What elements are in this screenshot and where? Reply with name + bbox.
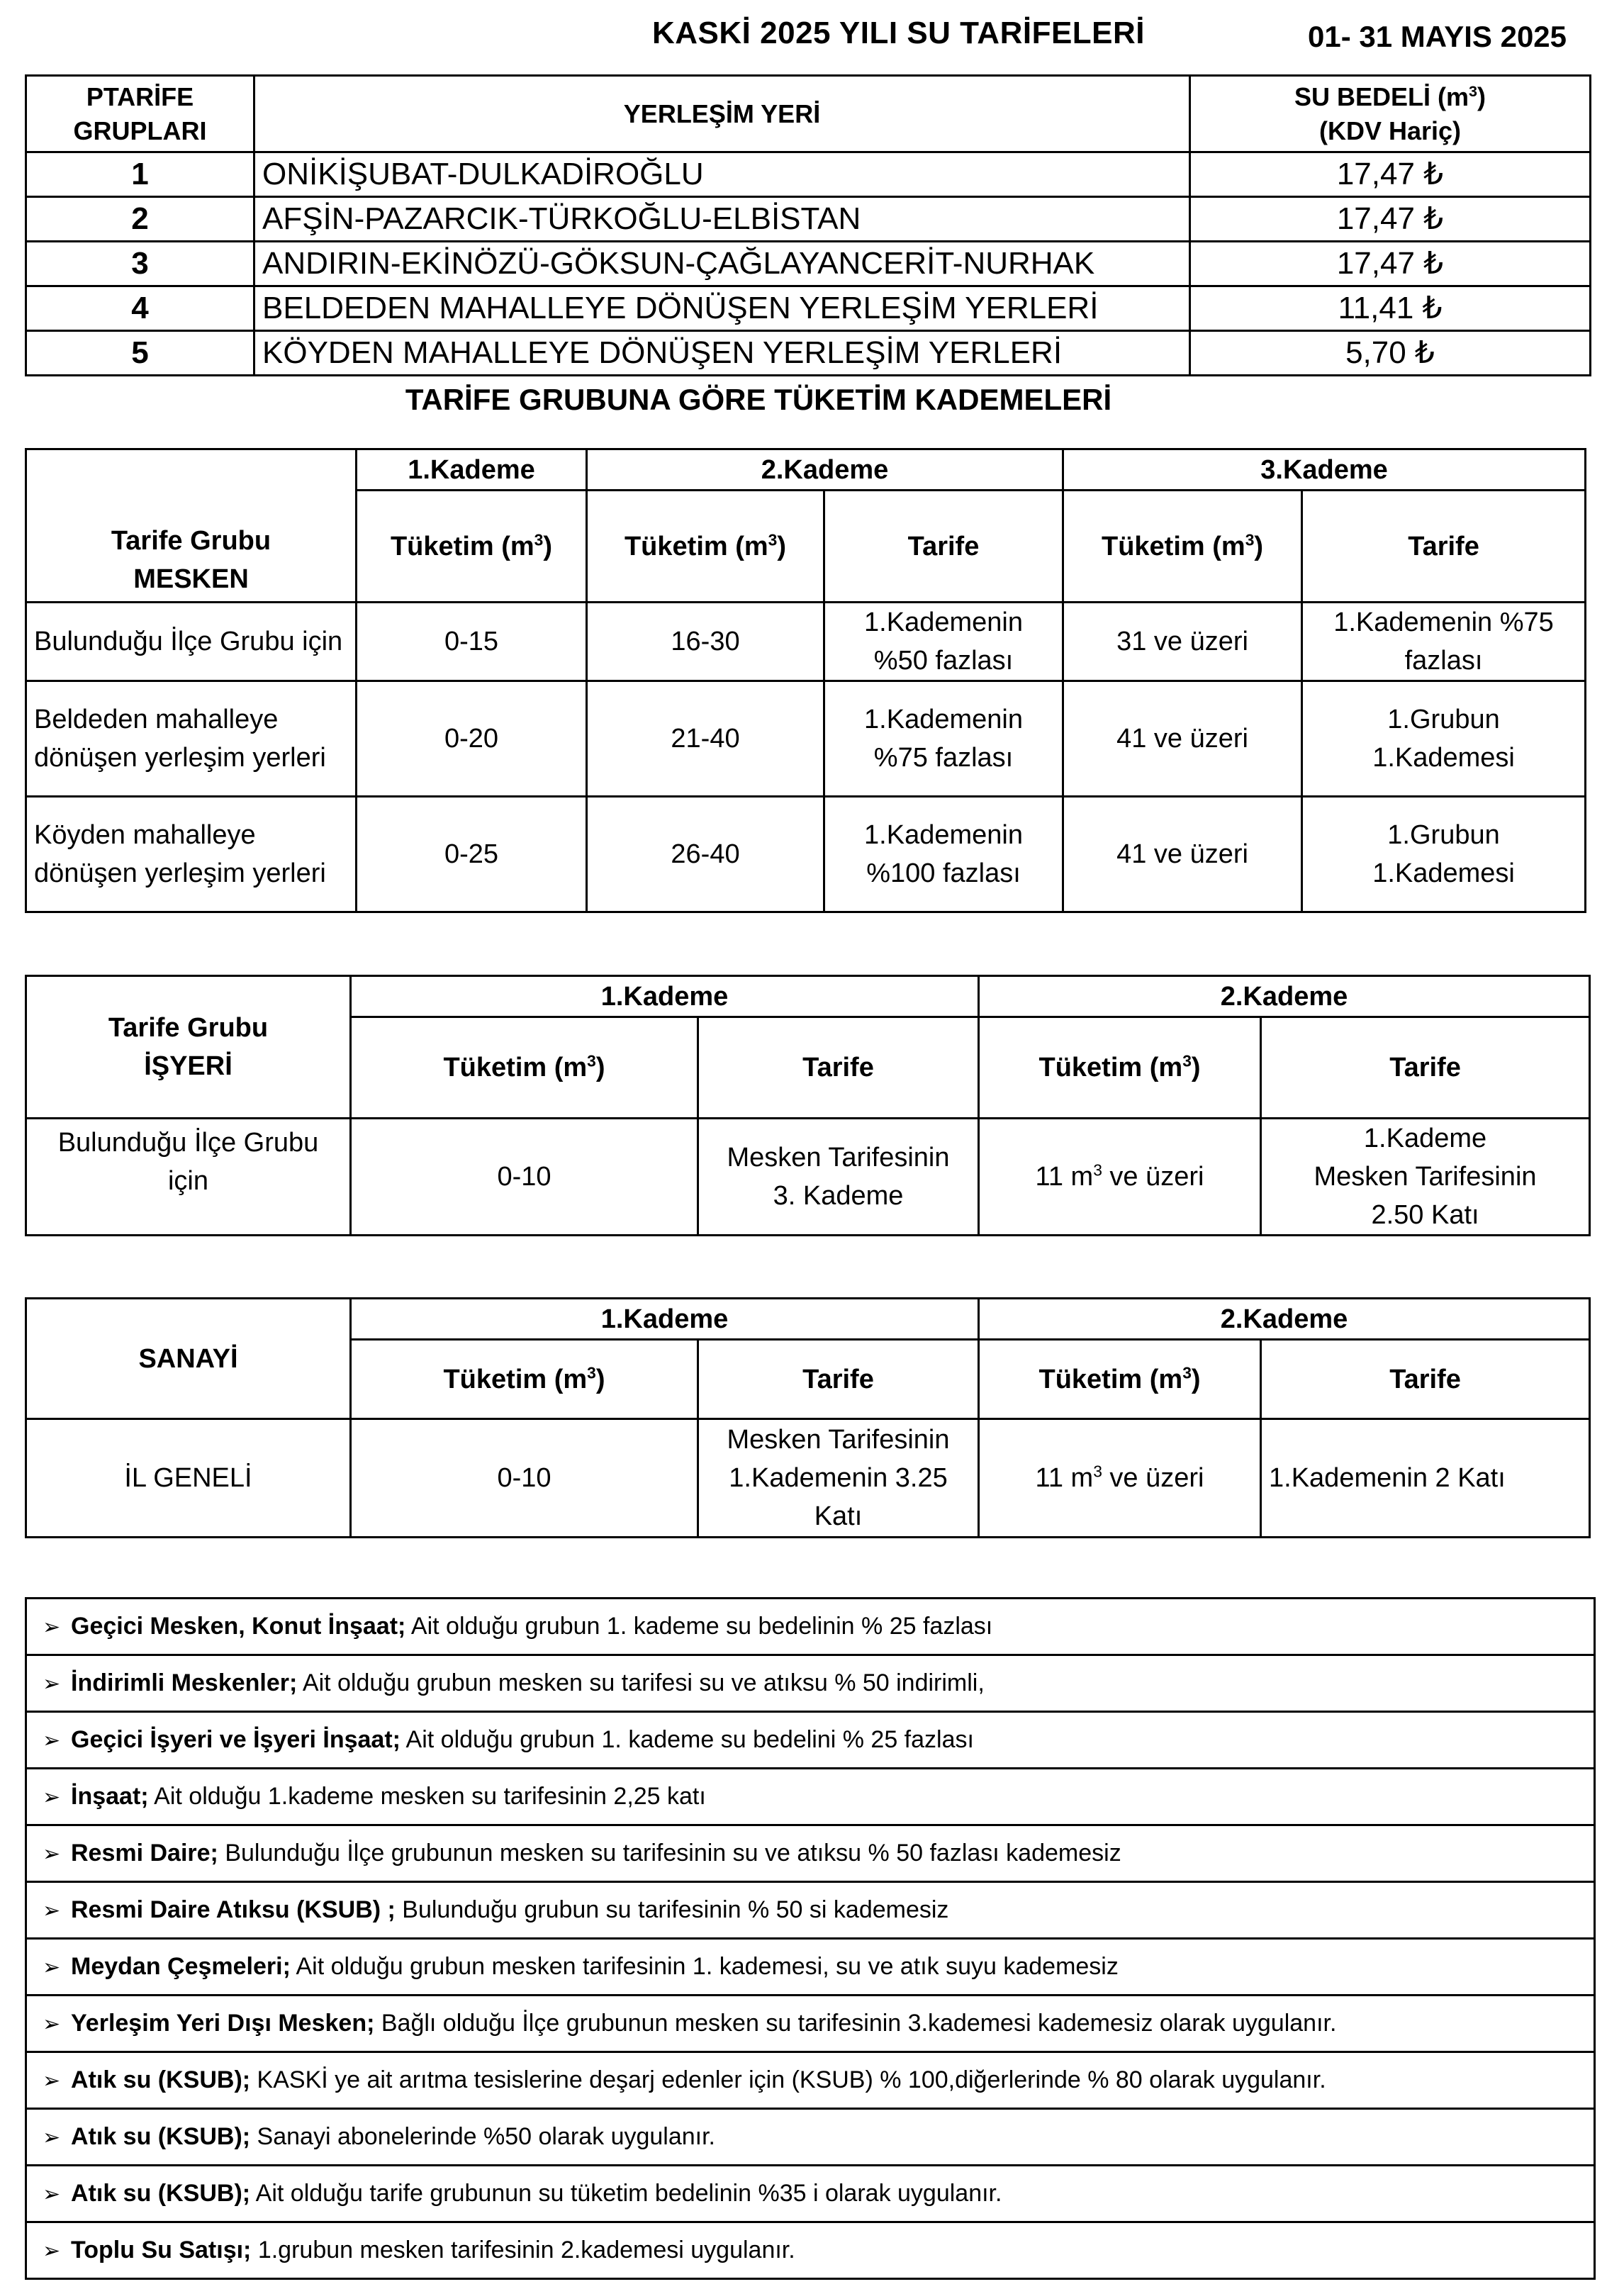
tariff-groups-header: PTARİFE GRUPLARI — [26, 76, 254, 152]
bullet-arrow-icon: ➢ — [43, 1728, 61, 1752]
list-item: ➢ Resmi Daire Atıksu (KSUB) ; Bulunduğu grubun su tarifesinin % 50 si kademesiz — [26, 1882, 1595, 1939]
bullet-arrow-icon: ➢ — [43, 2182, 61, 2206]
table-row: 4 BELDEDEN MAHALLEYE DÖNÜŞEN YERLEŞİM YERLERİ 11,41 ₺ — [26, 286, 1591, 331]
bullet-arrow-icon: ➢ — [43, 1785, 61, 1809]
isyeri-table — [25, 975, 1591, 1236]
bullet-arrow-icon: ➢ — [43, 1672, 61, 1696]
consumption-header: Tüketim $(m^3)$ — [351, 1340, 698, 1419]
table-row: 1 ONİKİŞUBAT-DULKADİROĞLU 17,47 ₺ — [26, 152, 1591, 197]
mesken-table — [25, 448, 1586, 913]
sanayi-table — [25, 1297, 1591, 1538]
consumption-header: Tüketim $(m^3)$ — [357, 491, 587, 603]
tariff-header: Tarife — [824, 491, 1063, 603]
consumption-header: Tüketim $(m^3)$ — [979, 1340, 1261, 1419]
list-item: ➢ Atık su (KSUB); Ait olduğu tarife grubunun su tüketim bedelinin %35 i olarak uygulanır. — [26, 2166, 1595, 2222]
tariff-header: Tarife — [1261, 1017, 1590, 1119]
table-row: İL GENELİ 0-10 Mesken Tarifesinin 1.Kademenin 3.25 Katı 11 $m^3$ ve üzeri 1.Kademenin 2 Katı — [26, 1419, 1590, 1538]
step1-header: 1.Kademe — [351, 976, 979, 1017]
date-range: 01- 31 MAYIS 2025 — [1308, 20, 1567, 53]
step3-header: 3.Kademe — [1063, 449, 1586, 491]
list-item: ➢ Atık su (KSUB); KASKİ ye ait arıtma tesislerine deşarj edenler için (KSUB) % 100,diğerlerinde % 80 olarak uygulanır. — [26, 2052, 1595, 2109]
tariff-groups-table — [25, 74, 1591, 376]
tariff-header: Tarife — [698, 1017, 979, 1119]
bullet-arrow-icon: ➢ — [43, 1842, 61, 1866]
table-row: Köyden mahalleye dönüşen yerleşim yerleri 0-25 26-40 1.Kademenin %100 fazlası 41 ve üzeri 1.Grubun 1.Kademesi — [26, 797, 1586, 912]
list-item: ➢ Geçici İşyeri ve İşyeri İnşaat; Ait olduğu grubun 1. kademe su bedelini % 25 fazlası — [26, 1712, 1595, 1769]
list-item: ➢ Geçici Mesken, Konut İnşaat; Ait olduğu grubun 1. kademe su bedelinin % 25 fazlası — [26, 1599, 1595, 1655]
consumption-header: Tüketim $(m^3)$ — [1063, 491, 1302, 603]
list-item: ➢ Atık su (KSUB); Sanayi abonelerinde %50 olarak uygulanır. — [26, 2109, 1595, 2166]
list-item: ➢ Toplu Su Satışı; 1.grubun mesken tarifesinin 2.kademesi uygulanır. — [26, 2222, 1595, 2279]
step1-header: 1.Kademe — [357, 449, 587, 491]
mesken-group-header: Tarife Grubu MESKEN — [26, 449, 357, 603]
bullet-arrow-icon: ➢ — [43, 2125, 61, 2149]
table-row: Bulunduğu İlçe Grubu için 0-10 Mesken Tarifesinin 3. Kademe 11 $m^3$ ve üzeri 1.Kademe Mesken Tarifesinin 2.50 Katı — [26, 1119, 1590, 1236]
step2-header: 2.Kademe — [979, 976, 1590, 1017]
isyeri-group-header: Tarife Grubu İŞYERİ — [26, 976, 351, 1119]
tariff-header: Tarife — [1302, 491, 1586, 603]
consumption-steps-title: TARİFE GRUBUNA GÖRE TÜKETİM KADEMELERİ — [405, 383, 1112, 416]
table-row: 5 KÖYDEN MAHALLEYE DÖNÜŞEN YERLEŞİM YERLERİ 5,70 ₺ — [26, 331, 1591, 376]
bullet-arrow-icon: ➢ — [43, 2239, 61, 2263]
table-row: Beldeden mahalleye dönüşen yerleşim yerleri 0-20 21-40 1.Kademenin %75 fazlası 41 ve üzeri 1.Grubun 1.Kademesi — [26, 681, 1586, 797]
bullet-arrow-icon: ➢ — [43, 2069, 61, 2093]
table-row: 3 ANDIRIN-EKİNÖZÜ-GÖKSUN-ÇAĞLAYANCERİT-NURHAK 17,47 ₺ — [26, 242, 1591, 286]
bullet-arrow-icon: ➢ — [43, 1955, 61, 1979]
table-row: 2 AFŞİN-PAZARCIK-TÜRKOĞLU-ELBİSTAN 17,47 ₺ — [26, 197, 1591, 242]
sanayi-group-header: SANAYİ — [26, 1299, 351, 1419]
water-price-header: SU BEDELİ $(m^3)$ (KDV Hariç) — [1190, 76, 1591, 152]
bullet-arrow-icon: ➢ — [43, 1615, 61, 1639]
list-item: ➢ Meydan Çeşmeleri; Ait olduğu grubun mesken tarifesinin 1. kademesi, su ve atık suyu kademesiz — [26, 1939, 1595, 1996]
list-item: ➢ İnşaat; Ait olduğu 1.kademe mesken su tarifesinin 2,25 katı — [26, 1769, 1595, 1825]
consumption-header: Tüketim $(m^3)$ — [979, 1017, 1261, 1119]
consumption-header: Tüketim $(m^3)$ — [587, 491, 824, 603]
settlement-header: YERLEŞİM YERİ — [254, 76, 1190, 152]
tariff-header: Tarife — [1261, 1340, 1590, 1419]
bullet-arrow-icon: ➢ — [43, 2012, 61, 2036]
step2-header: 2.Kademe — [979, 1299, 1590, 1340]
consumption-header: Tüketim $(m^3)$ — [351, 1017, 698, 1119]
list-item: ➢ İndirimli Meskenler; Ait olduğu grubun mesken su tarifesi su ve atıksu % 50 indirimli, — [26, 1655, 1595, 1712]
bullet-arrow-icon: ➢ — [43, 1898, 61, 1923]
step1-header: 1.Kademe — [351, 1299, 979, 1340]
step2-header: 2.Kademe — [587, 449, 1063, 491]
list-item: ➢ Resmi Daire; Bulunduğu İlçe grubunun mesken su tarifesinin su ve atıksu % 50 fazlası kademesiz — [26, 1825, 1595, 1882]
tariff-header: Tarife — [698, 1340, 979, 1419]
table-row: Bulunduğu İlçe Grubu için 0-15 16-30 1.Kademenin %50 fazlası 31 ve üzeri 1.Kademenin %75 fazlası — [26, 603, 1586, 681]
notes-table — [25, 1597, 1596, 2280]
list-item: ➢ Yerleşim Yeri Dışı Mesken; Bağlı olduğu İlçe grubunun mesken su tarifesinin 3.kademesi kademesiz olarak uygulanır. — [26, 1996, 1595, 2052]
page-title: KASKİ 2025 YILI SU TARİFELERİ — [652, 16, 1146, 50]
